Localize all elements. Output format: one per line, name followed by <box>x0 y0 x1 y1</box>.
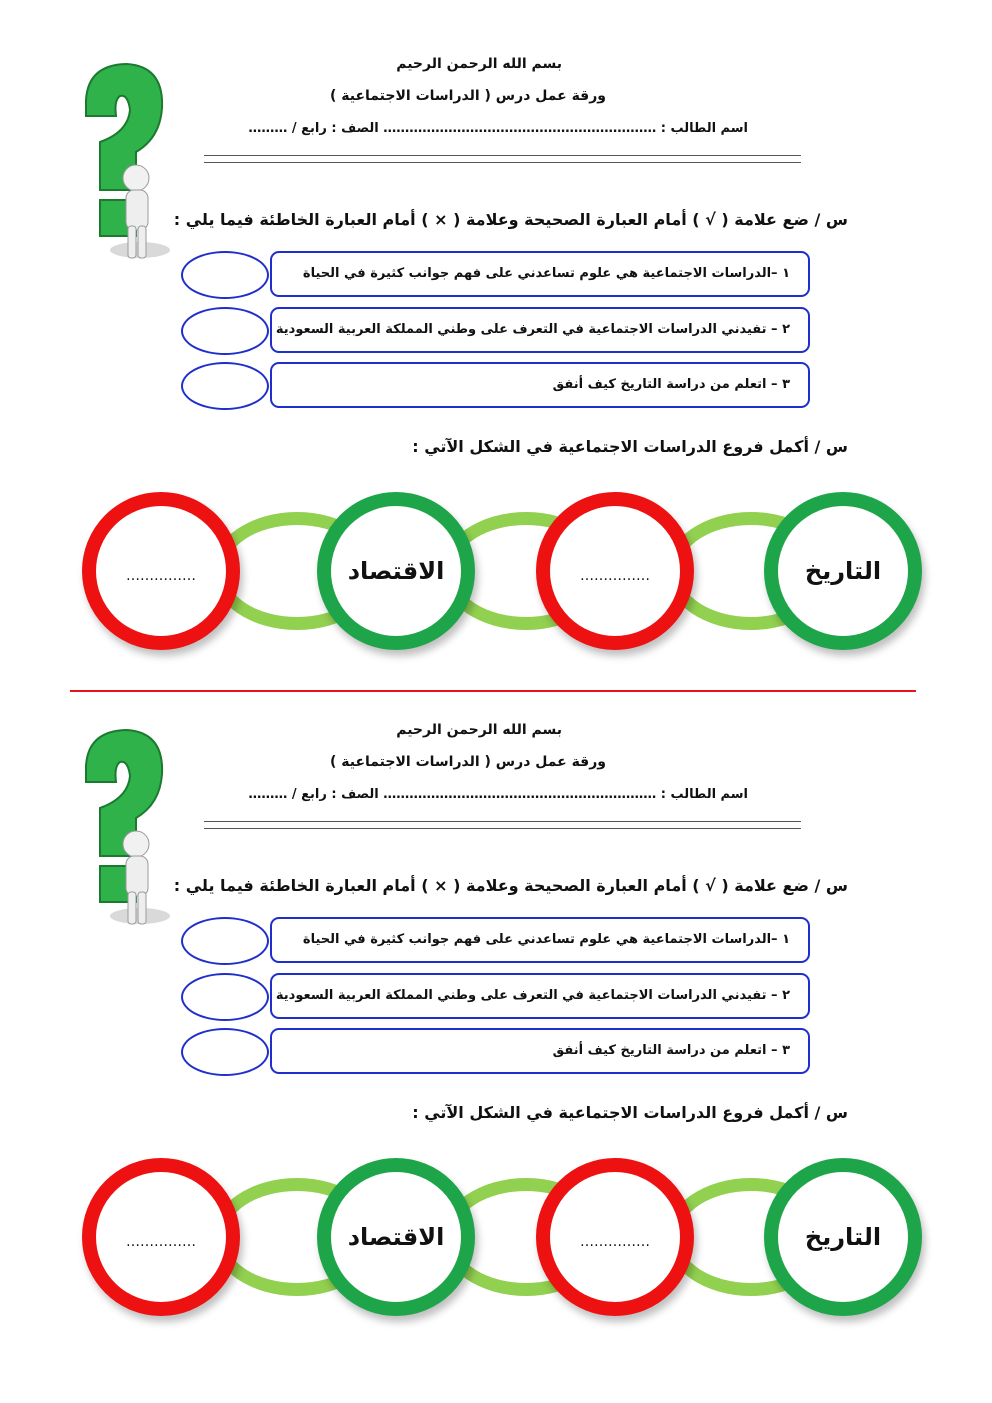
blank-dots: …………… <box>126 568 196 585</box>
statement-box <box>270 362 810 408</box>
statement-text: ٣ – اتعلم من دراسة التاريخ كيف أنفق <box>552 377 790 392</box>
statement-box <box>270 251 810 297</box>
header-rule <box>204 821 801 829</box>
chain-ring-blank[interactable] <box>82 492 240 650</box>
question-mark-figure-icon <box>78 60 170 280</box>
worksheet-title: ورقة عمل درس ( الدراسات الاجتماعية ) <box>329 88 606 104</box>
blank-dots: …………… <box>580 1234 650 1251</box>
statement-text: ٢ – تفيدني الدراسات الاجتماعية في التعرف على وطني المملكة العربية السعودية <box>275 322 790 337</box>
answer-oval[interactable] <box>181 251 269 299</box>
ring-label: الاقتصاد <box>347 557 445 585</box>
answer-oval[interactable] <box>181 307 269 355</box>
student-info-line: اسم الطالب : ……………………………………………………… الصف : رابع / ……… <box>248 787 748 802</box>
statement-text: ١ –الدراسات الاجتماعية هي علوم تساعدني على فهم جوانب كثيرة في الحياة <box>302 932 790 947</box>
answer-oval[interactable] <box>181 917 269 965</box>
chain-ring-history <box>764 492 922 650</box>
statement-box <box>270 917 810 963</box>
answer-oval[interactable] <box>181 973 269 1021</box>
chain-ring-blank[interactable] <box>82 1158 240 1316</box>
chain-ring-history <box>764 1158 922 1316</box>
statement-box <box>270 973 810 1019</box>
statement-text: ١ –الدراسات الاجتماعية هي علوم تساعدني على فهم جوانب كثيرة في الحياة <box>302 266 790 281</box>
question-mark-figure-icon <box>78 726 170 946</box>
ring-label: التاريخ <box>804 1223 882 1251</box>
answer-oval[interactable] <box>181 362 269 410</box>
worksheet-top <box>0 0 992 660</box>
chain-ring-economy <box>317 492 475 650</box>
statement-text: ٣ – اتعلم من دراسة التاريخ كيف أنفق <box>552 1043 790 1058</box>
chain-ring-blank[interactable] <box>536 492 694 650</box>
question-2: س / أكمل فروع الدراسات الاجتماعية في الشكل الآتي : <box>412 437 848 456</box>
statement-box <box>270 307 810 353</box>
header-rule <box>204 155 801 163</box>
ring-label: التاريخ <box>804 557 882 585</box>
question-2: س / أكمل فروع الدراسات الاجتماعية في الشكل الآتي : <box>412 1103 848 1122</box>
question-1: س / ضع علامة ( √ ) أمام العبارة الصحيحة وعلامة ( × ) أمام العبارة الخاطئة فيما يلي : <box>173 876 848 895</box>
blank-dots: …………… <box>580 568 650 585</box>
chain-ring-economy <box>317 1158 475 1316</box>
statement-box <box>270 1028 810 1074</box>
question-1: س / ضع علامة ( √ ) أمام العبارة الصحيحة وعلامة ( × ) أمام العبارة الخاطئة فيما يلي : <box>173 210 848 229</box>
worksheet-title: ورقة عمل درس ( الدراسات الاجتماعية ) <box>329 754 606 770</box>
ring-label: الاقتصاد <box>347 1223 445 1251</box>
blank-dots: …………… <box>126 1234 196 1251</box>
worksheet-bottom <box>0 666 992 1326</box>
student-info-line: اسم الطالب : ……………………………………………………… الصف : رابع / ……… <box>248 121 748 136</box>
answer-oval[interactable] <box>181 1028 269 1076</box>
basmala: بسم الله الرحمن الرحيم <box>396 56 562 72</box>
chain-ring-blank[interactable] <box>536 1158 694 1316</box>
basmala: بسم الله الرحمن الرحيم <box>396 722 562 738</box>
statement-text: ٢ – تفيدني الدراسات الاجتماعية في التعرف على وطني المملكة العربية السعودية <box>275 988 790 1003</box>
